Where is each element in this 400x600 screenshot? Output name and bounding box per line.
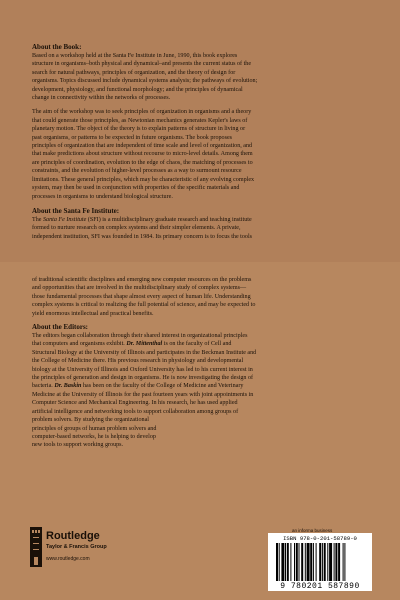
- barcode-bar: [299, 543, 300, 581]
- text-span: has been on the faculty of the College of Medicine and Veterinary: [81, 383, 244, 390]
- text-line: that make predictions about structure without recourse to micro-level details. Among them: [32, 151, 253, 158]
- barcode-bar: [307, 543, 310, 581]
- publisher-name: Routledge: [46, 530, 100, 542]
- text-line: system, may then be used in conjunction with properties of the specific materials and: [32, 185, 240, 192]
- about-sfi-para: [32, 216, 372, 241]
- barcode-bar: [322, 543, 323, 581]
- editor-name: Dr. Mittenthal: [126, 341, 163, 348]
- barcode-bar: [313, 543, 314, 581]
- barcode-bar: [343, 543, 344, 581]
- barcode-bar: [310, 543, 312, 581]
- text-line: the principles of generation and design in organisms. He is now investigating the design of: [32, 375, 254, 382]
- text-line: and opportunities that are involved in the multidisciplinary study of complex systems—: [32, 285, 247, 292]
- upper-panel: [0, 0, 400, 262]
- text-line: [32, 216, 372, 224]
- barcode-bar: [327, 543, 328, 581]
- about-book-para2: [32, 108, 372, 200]
- publisher-logo: [30, 525, 180, 585]
- barcode-bar: [279, 543, 280, 581]
- barcode-bar: [344, 543, 345, 581]
- text-line: biology at the University of Illinois and Oxford University has led to his current interest in: [32, 366, 253, 373]
- text-line: complex systems is critical to realizing the full potential of science, and may be expected to: [32, 302, 256, 309]
- text-line: principles of groups of human problem solvers and: [32, 425, 157, 432]
- text-line: yield enormous intellectual and practical benefits.: [32, 310, 154, 317]
- about-book-para1: [32, 52, 372, 102]
- barcode-bar: [287, 543, 289, 581]
- text-line: search for natural pathways, principles of organization, and the theory of design for: [32, 69, 236, 76]
- text-line: [32, 382, 372, 390]
- about-editors-heading: About the Editors:: [32, 323, 89, 332]
- isbn-barcode: [268, 533, 372, 591]
- text-span: that computers and organisms exhibit.: [32, 341, 127, 348]
- text-line: limitations. These general principles, which may be characteristic of any evolving complex: [32, 176, 255, 183]
- text-line: those fundamental processes that shape almost every aspect of human life. Understanding: [32, 293, 251, 300]
- isbn-text: ISBN 978-0-201-58789-0: [283, 535, 357, 542]
- text-line: new tools to support working groups.: [32, 442, 124, 449]
- text-line: [32, 340, 372, 348]
- barcode-bar: [334, 543, 335, 581]
- institute-name: Santa Fe Institute: [43, 216, 87, 223]
- text-line: structure in organisms–both physical and dynamical–and presents the current status of the: [32, 61, 252, 68]
- text-span: is on the faculty of Cell and: [162, 341, 232, 348]
- text-line: processes in organisms to understand biological structure.: [32, 193, 173, 200]
- text-line: that could generate those principles, as Newtonian mechanics generates Kepler's laws of: [32, 117, 248, 124]
- text-line: constraints, and the evolution of higher-level processes as a way to surmount resource: [32, 168, 242, 175]
- barcode-bar: [276, 543, 278, 581]
- barcode-bar: [305, 543, 306, 581]
- text-line: independent institution, SFI was founded in 1984. Its primary concern is to focus the tools: [32, 233, 253, 240]
- about-sfi-continued: [32, 276, 372, 318]
- text-line: past organisms, or patterns to be expected in future organisms. The book proposes: [32, 134, 233, 141]
- barcode-bar: [324, 543, 326, 581]
- editor-name: Dr. Baskin: [54, 383, 82, 390]
- text-line: organisms. Topics discussed include dynamical systems analysis; the pathways of evolution;: [32, 78, 258, 85]
- text-line: development, physiology, and functional morphology; and the principles of dynamical: [32, 86, 243, 93]
- barcode-bar: [338, 543, 340, 581]
- barcode-bar: [290, 543, 291, 581]
- publisher-group: Taylor & Francis Group: [46, 544, 107, 550]
- text-line: are principles of coordination, evolution to the edge of chaos, the matching of processes to: [32, 159, 253, 166]
- text-line: problem solvers. By studying the organizational: [32, 417, 150, 424]
- informa-tagline: an informa business: [292, 528, 333, 533]
- text-line: artificial intelligence and networking tools to support collaboration among groups of: [32, 408, 239, 415]
- publisher-url[interactable]: www.routledge.com: [46, 556, 90, 562]
- barcode-bar: [285, 543, 286, 581]
- text-line: of traditional scientific disciplines and emerging new computer resources on the problems: [32, 277, 252, 283]
- text-line: computer-based networks, he is helping to develop: [32, 433, 156, 440]
- barcode-bar: [294, 543, 295, 581]
- about-editors-para: [32, 332, 372, 450]
- text-line: Based on a workshop held at the Santa Fe Institute in June, 1990, this book explores: [32, 53, 238, 59]
- text-line: change in connectivity within the networks of processes.: [32, 95, 171, 102]
- text-line: principles of organization that are independent of time scale and level of organization, and: [32, 143, 253, 150]
- text-line: formed to nurture research on complex systems and their simpler elements. A private,: [32, 225, 241, 232]
- barcode-bar: [296, 543, 298, 581]
- barcode-bar: [281, 543, 284, 581]
- barcode-bar: [319, 543, 321, 581]
- barcode-bar: [316, 543, 317, 581]
- about-sfi-heading: About the Santa Fe Institute:: [32, 206, 120, 215]
- text-line: planetary motion. The object of the theory is to explain patterns of structure in living or: [32, 126, 246, 133]
- text-line: The editors began collaboration through their shared interest in organizational principles: [32, 333, 248, 340]
- text-line: the College of Medicine there. His previous research in physiology and developmental: [32, 358, 244, 365]
- text-line: Computer Science and Mechanical Engineering. In his research, he has used applied: [32, 400, 238, 407]
- about-book-heading: About the Book:: [32, 43, 82, 51]
- barcode-bars: [276, 543, 366, 581]
- text-line: Structural Biology at the University of Illinois and participates in the Beckman Institute and: [32, 349, 257, 356]
- text-line: The aim of the workshop was to seek principles of organization in organisms and a theory: [32, 109, 252, 116]
- text-span: bacteria.: [32, 383, 55, 390]
- barcode-bar: [329, 543, 332, 581]
- routledge-tower-icon: [30, 527, 42, 567]
- text-span: The: [32, 216, 43, 223]
- text-span: (SFI) is a multidisciplinary graduate research and teaching institute: [86, 216, 252, 223]
- barcode-number: 9 780201 587890: [280, 582, 360, 591]
- barcode-bar: [335, 543, 337, 581]
- text-line: Medicine at the University of Illinois for the past fourteen years with joint appointments in: [32, 391, 254, 398]
- barcode-bar: [301, 543, 303, 581]
